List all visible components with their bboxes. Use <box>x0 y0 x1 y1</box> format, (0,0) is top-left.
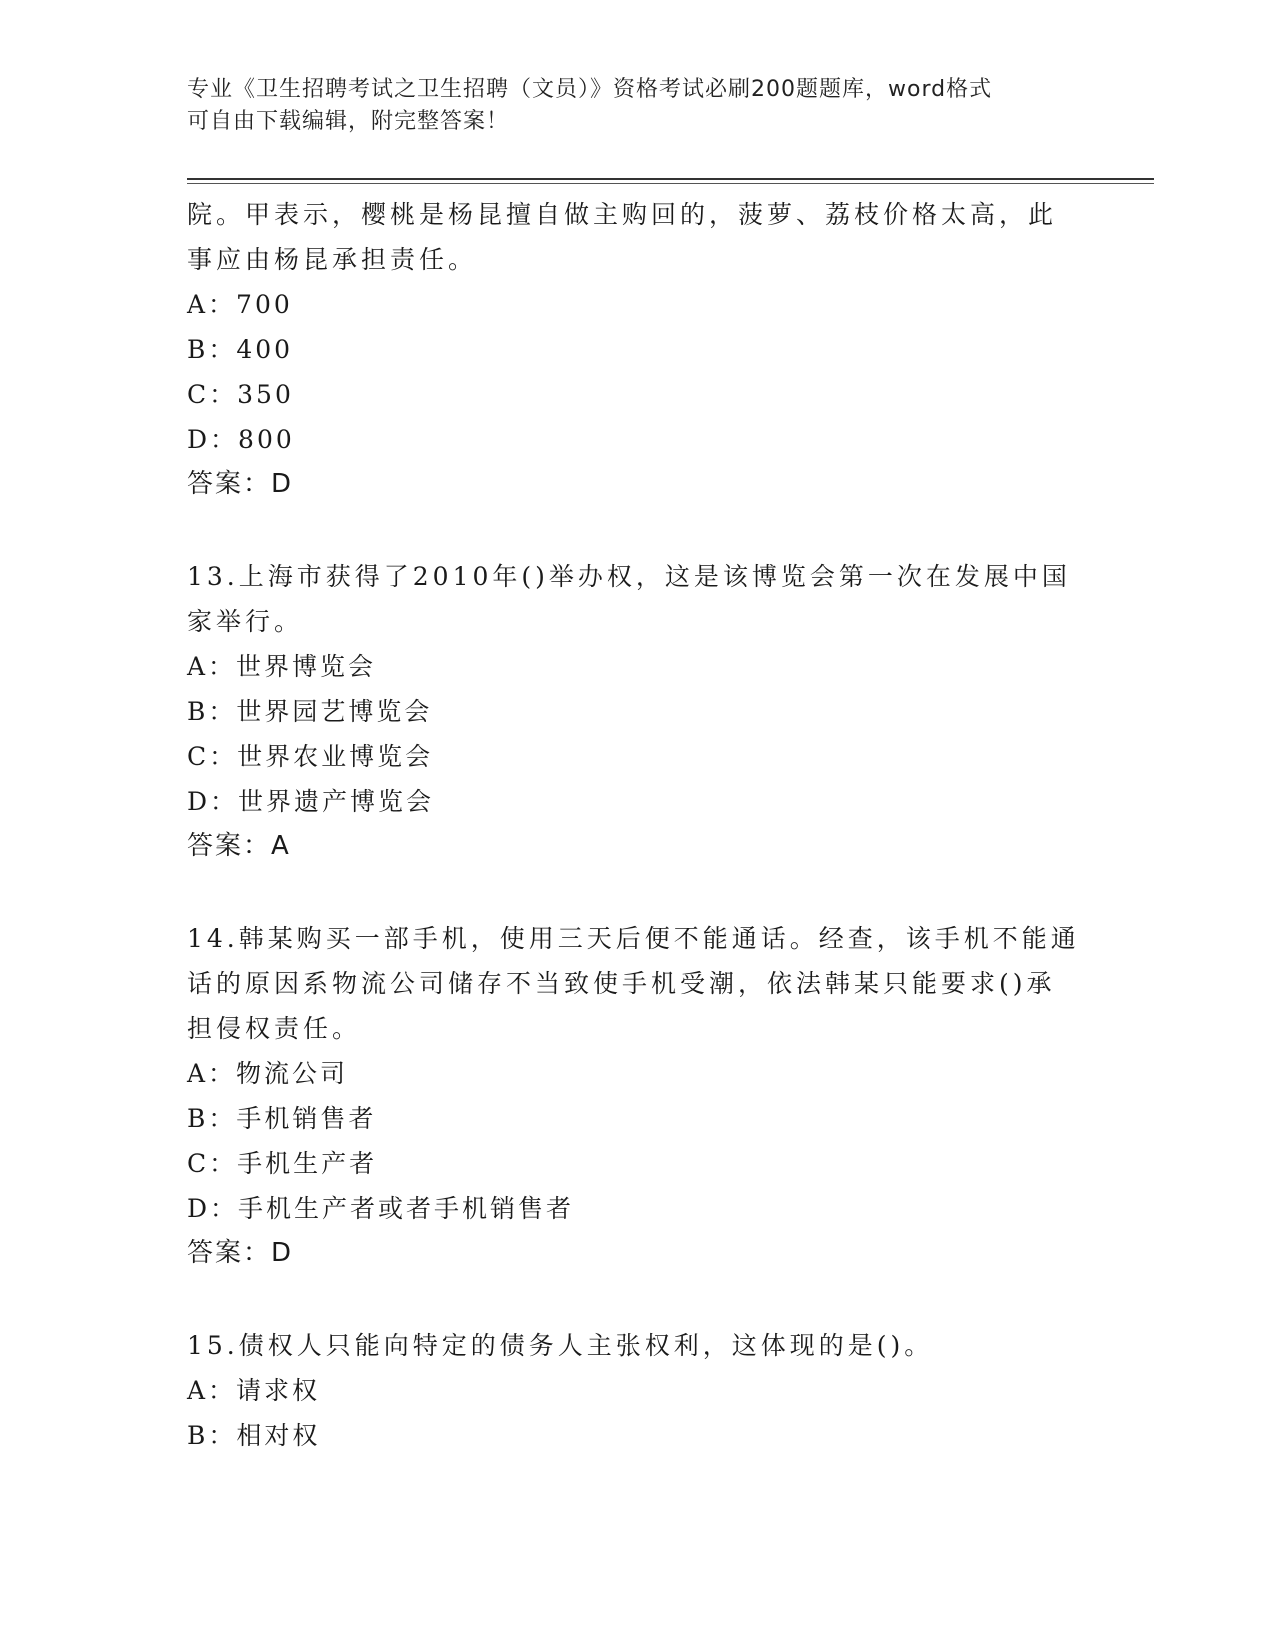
question-text-line: 14.韩某购买一部手机，使用三天后便不能通话。经查，该手机不能通 <box>187 924 1080 953</box>
answer-line: 答案：D <box>187 1238 294 1268</box>
question-text-line: 院。甲表示，樱桃是杨昆擅自做主购回的，菠萝、荔枝价格太高，此 <box>187 200 1058 229</box>
question-15 <box>187 1323 1087 1458</box>
question-fragment <box>187 192 1087 507</box>
option-a: A：世界博览会 <box>187 652 377 681</box>
question-text-line: 家举行。 <box>187 607 304 636</box>
option-d: D：800 <box>187 425 295 454</box>
option-b: B：相对权 <box>187 1421 321 1450</box>
option-b: B：世界园艺博览会 <box>187 697 433 726</box>
option-b: B：400 <box>187 335 294 364</box>
question-13 <box>187 554 1087 869</box>
question-text-line: 事应由杨昆承担责任。 <box>187 245 478 274</box>
option-d: D：手机生产者或者手机销售者 <box>187 1194 575 1223</box>
option-b: B：手机销售者 <box>187 1104 377 1133</box>
option-c: C：世界农业博览会 <box>187 742 434 771</box>
answer-line: 答案：A <box>187 831 291 861</box>
answer-line: 答案：D <box>187 469 294 499</box>
question-text-line: 担侵权责任。 <box>187 1014 362 1043</box>
question-text-line: 话的原因系物流公司储存不当致使手机受潮，依法韩某只能要求()承 <box>187 969 1056 998</box>
document-header <box>187 74 1067 138</box>
question-text-line: 13.上海市获得了2010年()举办权，这是该博览会第一次在发展中国 <box>187 562 1071 591</box>
option-c: C：手机生产者 <box>187 1149 378 1178</box>
option-a: A：请求权 <box>187 1376 321 1405</box>
question-text-line: 15.债权人只能向特定的债务人主张权利，这体现的是()。 <box>187 1331 934 1360</box>
header-line-1: 专业《卫生招聘考试之卫生招聘（文员）》资格考试必刷200题题库，word格式 <box>187 77 993 102</box>
page-content <box>187 192 1087 1458</box>
option-c: C：350 <box>187 380 294 409</box>
option-a: A：700 <box>187 290 293 319</box>
header-rule-thin <box>187 183 1154 184</box>
header-line-2: 可自由下载编辑，附完整答案！ <box>187 109 510 134</box>
option-d: D：世界遗产博览会 <box>187 787 435 816</box>
question-14 <box>187 916 1087 1276</box>
option-a: A：物流公司 <box>187 1059 349 1088</box>
header-rule-thick <box>187 178 1154 180</box>
